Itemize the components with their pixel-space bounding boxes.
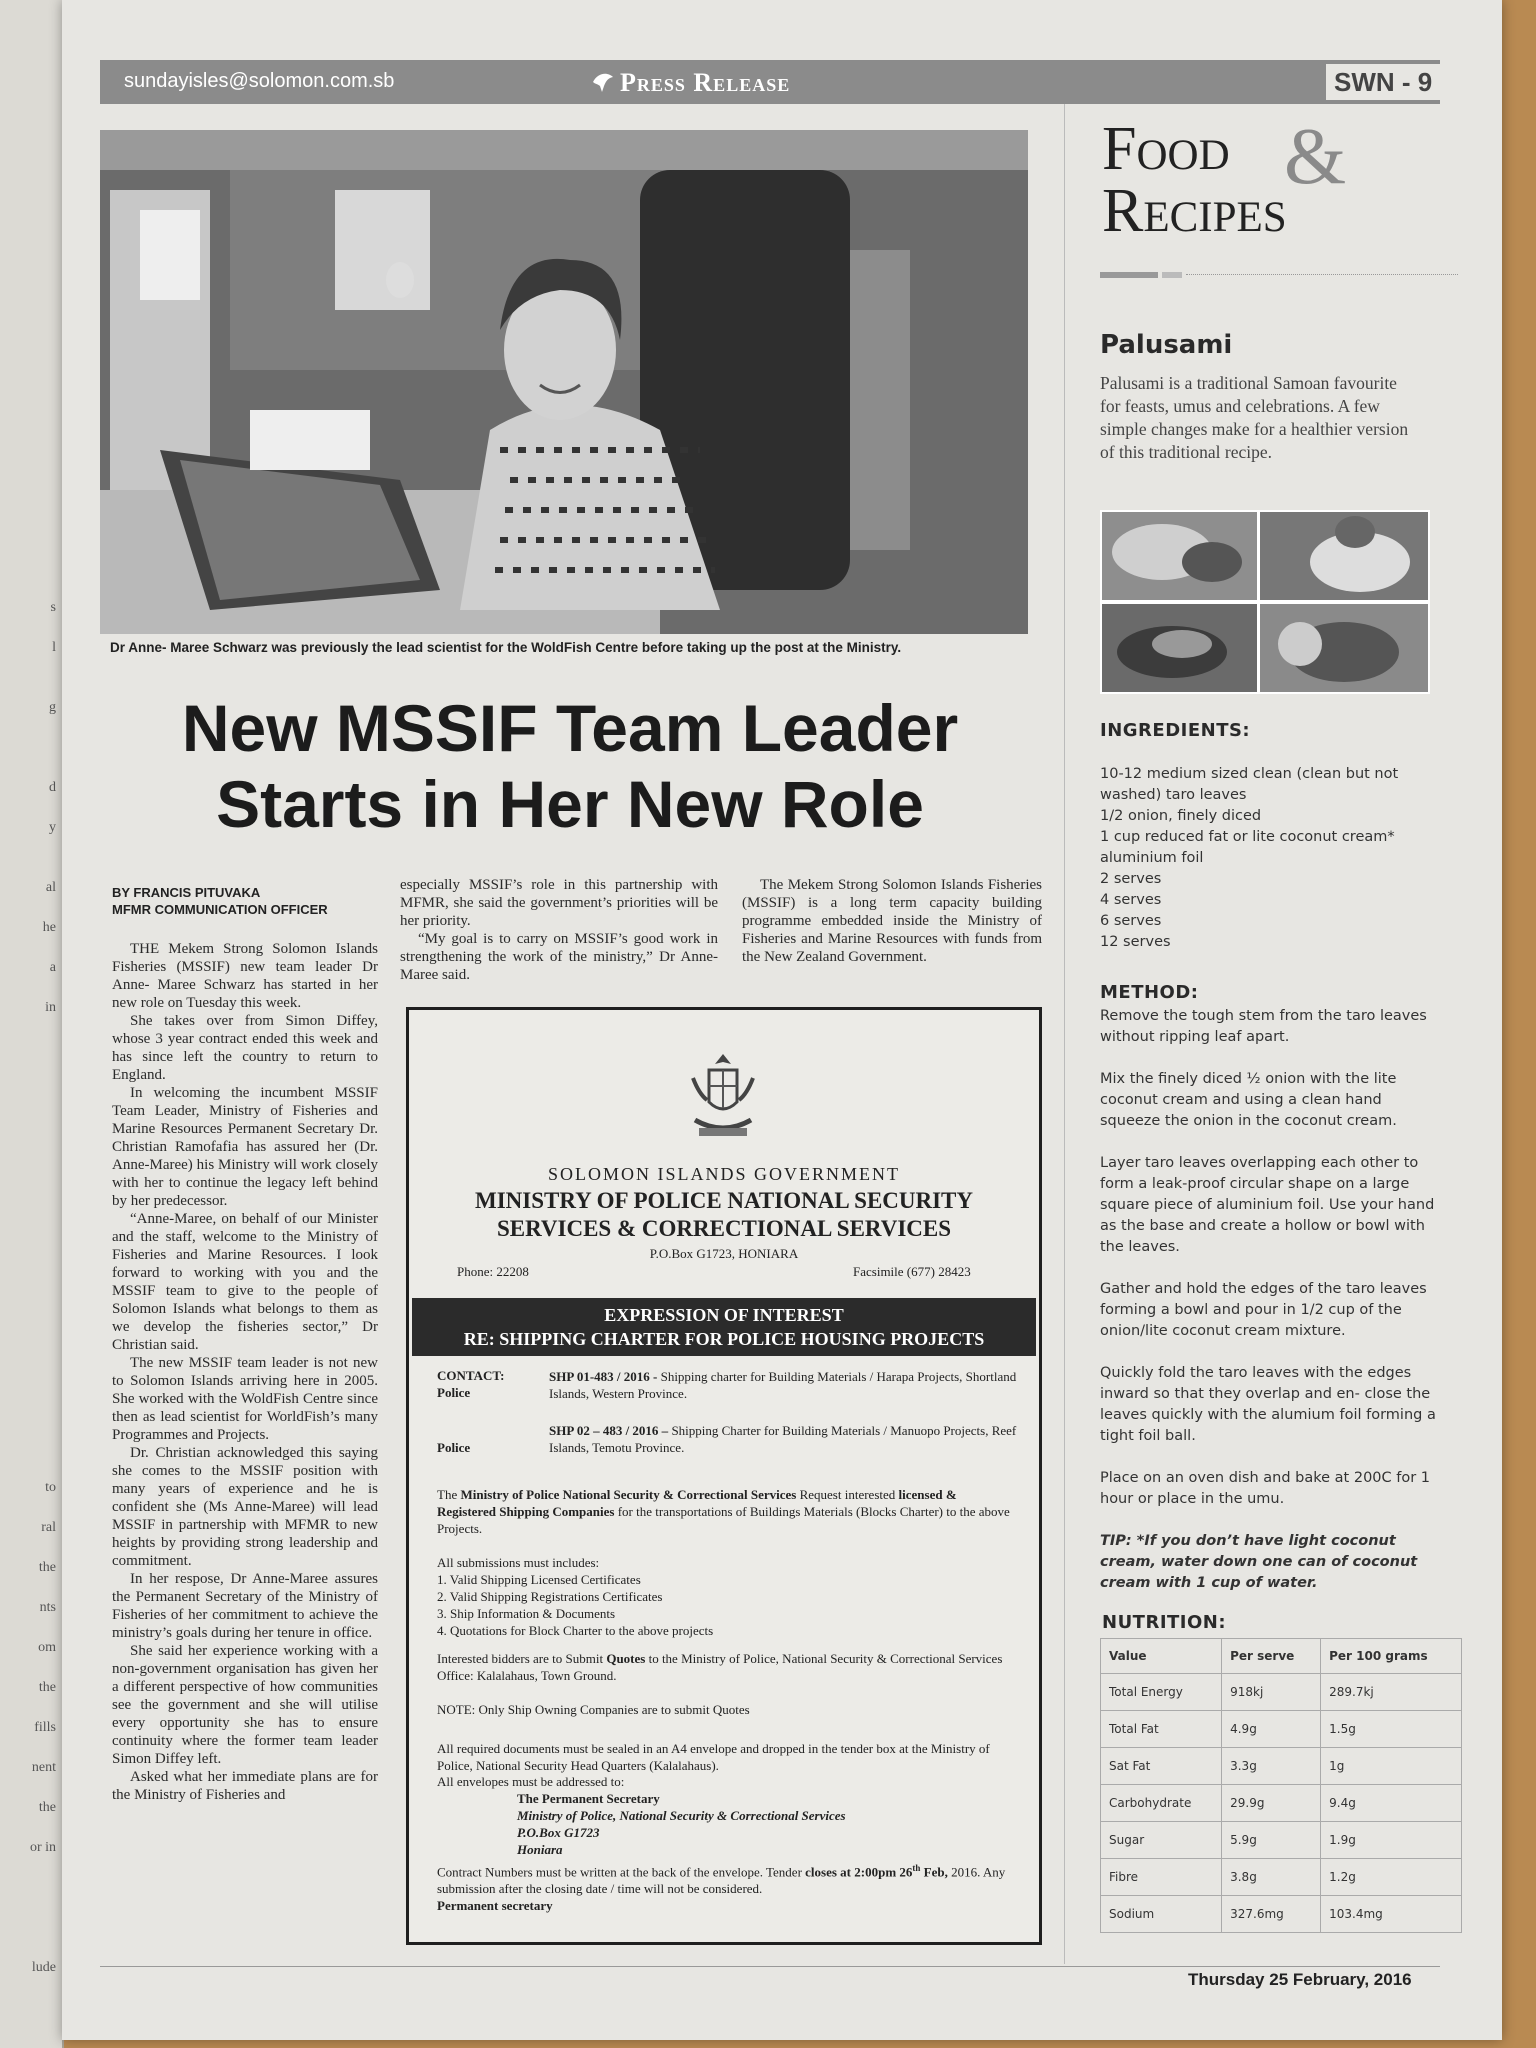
method-heading: METHOD: (1100, 982, 1199, 1003)
ad-submit-quotes: Quotes (606, 1651, 646, 1666)
method-step: Layer taro leaves overlapping each other to form a leak-proof circular shape on a large square piece of aluminium foil. Use your hand as the base and create a hollow or bowl with the leaves. (1100, 1155, 1435, 1255)
nutrition-cell: Sodium (1101, 1896, 1222, 1933)
ad-ministry-line2: SERVICES & CORRECTIONAL SERVICES (496, 1216, 952, 1241)
nutrition-cell: 1.2g (1321, 1859, 1462, 1896)
title-accent-bar (1162, 272, 1182, 278)
photo-caption: Dr Anne- Maree Schwarz was previously the lead scientist for the WoldFish Centre before taking up the post at the Ministry. (110, 640, 902, 655)
ad-eoi-title: EXPRESSION OF INTEREST (604, 1305, 844, 1325)
footer-rule (100, 1966, 1440, 1967)
nutrition-row (1101, 1674, 1462, 1711)
ad-shp1-text: Shipping charter for Building Materials / Harapa Projects, Shortland Islands, Western Province. (549, 1369, 1017, 1401)
section-title-recipes: Recipes (1102, 177, 1287, 245)
ad-shp1-code: SHP 01-483 / 2016 - (549, 1369, 658, 1384)
nutrition-cell: 918kj (1222, 1674, 1321, 1711)
recipe-photo (1260, 512, 1428, 600)
ad-shp2 (549, 1422, 1019, 1456)
nutrition-row (1101, 1785, 1462, 1822)
government-notice-ad (406, 1007, 1042, 1945)
byline-title: MFMR COMMUNICATION OFFICER (112, 902, 328, 917)
page-number-box (1326, 64, 1440, 100)
ad-government: SOLOMON ISLANDS GOVERNMENT (547, 1164, 900, 1184)
nutrition-table (1100, 1638, 1462, 1933)
nutrition-col-header: Per 100 grams (1321, 1639, 1462, 1674)
nutrition-col-header: Per serve (1222, 1639, 1321, 1674)
method-step: Quickly fold the taro leaves with the edges inward so that they overlap and en- close the leaves quickly with the alumium foil forming a tight foil ball. (1100, 1365, 1436, 1444)
title-accent-bar (1100, 272, 1158, 278)
nutrition-header-row (1101, 1639, 1462, 1674)
ad-intro-pre: The (437, 1487, 458, 1502)
nutrition-cell: 5.9g (1222, 1822, 1321, 1859)
ad-submission-item: 4. Quotations for Block Charter to the above projects (437, 1623, 714, 1638)
ad-intro-ministry: Ministry of Police National Security & Correctional Services (460, 1487, 797, 1502)
nutrition-col-header: Value (1101, 1639, 1222, 1674)
ad-submission-item: 2. Valid Shipping Registrations Certificates (437, 1589, 663, 1604)
ad-submissions (437, 1554, 713, 1639)
ingredients-heading: INGREDIENTS: (1100, 720, 1251, 741)
newspaper-page (62, 0, 1502, 2040)
recipe-photo (1102, 604, 1257, 692)
article-photo (100, 130, 1028, 634)
ingredient-item: 1 cup reduced fat or lite coconut cream* (1100, 829, 1395, 845)
nutrition-cell: 289.7kj (1321, 1674, 1462, 1711)
method-step: Mix the finely diced ½ onion with the lite coconut cream and using a clean hand squeeze the onion in the coconut cream. (1100, 1071, 1397, 1129)
ad-submit-pre: Interested bidders are to Submit (437, 1651, 604, 1666)
method-step: Place on an oven dish and bake at 200C for 1 hour or place in the umu. (1100, 1470, 1431, 1507)
article-paragraph: The new MSSIF team leader is not new to Solomon Islands arriving here in 2005. She worked with the WoldFish Centre since then as lead scientist for WorldFish’s many Programmes and Projects. (112, 1355, 378, 1443)
ad-address-line: The Permanent Secretary (517, 1791, 660, 1806)
nutrition-cell: 1.5g (1321, 1711, 1462, 1748)
article-paragraph: “Anne-Maree, on behalf of our Minister and the staff, welcome to the Ministry of Fisheries and Marine Resources. I look forward to working with you and the MSSIF team to give to the people of Solomon Islands what belongs to them as we develop the fisheries sector,” Dr Christian said. (112, 1211, 378, 1353)
title-dotted-rule (1186, 274, 1458, 275)
byline-name: BY FRANCIS PITUVAKA (112, 885, 261, 900)
nutrition-cell: Fibre (1101, 1859, 1222, 1896)
nutrition-cell: 4.9g (1222, 1711, 1321, 1748)
ingredients-list (1100, 764, 1440, 953)
section-title-food: Food (1102, 115, 1230, 183)
ad-shp2-text: Shipping Charter for Building Materials / Manuopo Projects, Reef Islands, Temotu Province. (549, 1423, 1017, 1455)
nutrition-row (1101, 1748, 1462, 1785)
nutrition-cell: 1g (1321, 1748, 1462, 1785)
ad-contract-closes: closes at 2:00pm 26 (805, 1864, 913, 1880)
nutrition-cell: 9.4g (1321, 1785, 1462, 1822)
nutrition-cell: 103.4mg (1321, 1896, 1462, 1933)
recipe-name: Palusami (1100, 330, 1233, 360)
nutrition-row (1101, 1822, 1462, 1859)
footer-date: Thursday 25 February, 2016 (1188, 1970, 1412, 1989)
ad-submission-item: 3. Ship Information & Documents (437, 1606, 616, 1621)
nutrition-cell: 3.8g (1222, 1859, 1321, 1896)
nutrition-cell: 327.6mg (1222, 1896, 1321, 1933)
ad-submit-post: to the Ministry of Police, National Security & Correctional Services Office: Kalalahaus, Town Ground. (437, 1651, 1003, 1683)
ad-fax: Facsimile (677) 28423 (853, 1264, 971, 1279)
nutrition-cell: Total Fat (1101, 1711, 1222, 1748)
ad-intro (437, 1486, 1011, 1537)
recipe-photo-grid (1100, 510, 1430, 694)
ad-sealed: All required documents must be sealed in an A4 envelope and dropped in the tender box at the Ministry of Police, National Security Head Quarters (Kalalahaus). (437, 1741, 990, 1773)
section-title-food-recipes (1102, 115, 1287, 245)
recipe-tip: TIP: *If you don’t have light coconut cream, water down one can of coconut cream with 1 cup of water. (1100, 1533, 1418, 1591)
ad-shp2-code: SHP 02 – 483 / 2016 – (549, 1423, 669, 1438)
ad-shp1 (549, 1368, 1019, 1402)
previous-page-edge: s l g d y al he a in to ral the nts om the fills nent the or in lude (0, 0, 64, 2048)
article-paragraph: The Mekem Strong Solomon Islands Fisheries (MSSIF) is a long term capacity building programme embedded inside the Ministry of Fisheries and Marine Resources with funds from the New Zealand Government. (742, 877, 1042, 965)
nutrition-cell: Sat Fat (1101, 1748, 1222, 1785)
ad-phone: Phone: 22208 (457, 1264, 529, 1279)
nutrition-heading: NUTRITION: (1102, 1612, 1227, 1633)
ad-intro-companies: licensed & Registered Shipping Companies (437, 1487, 957, 1519)
ad-note: NOTE: Only Ship Owning Companies are to submit Quotes (437, 1702, 750, 1717)
ingredient-item: 10-12 medium sized clean (clean but not (1100, 766, 1399, 782)
ad-contract-post: 2016. Any submission after the closing date / time will not be considered. (437, 1864, 1006, 1897)
method-step: Gather and hold the edges of the taro leaves forming a bowl and pour in 1/2 cup of the onion/lite coconut cream mixture. (1100, 1281, 1427, 1339)
nutrition-row (1101, 1859, 1462, 1896)
ad-pobox: P.O.Box G1723, HONIARA (649, 1246, 799, 1261)
ingredient-item: 1/2 onion, finely diced (1100, 808, 1262, 824)
ad-ministry-line1: MINISTRY OF POLICE NATIONAL SECURITY (474, 1188, 974, 1213)
recipe-photo (1102, 512, 1257, 600)
ingredient-item: 6 serves (1100, 913, 1162, 929)
section-label: Press Release (620, 68, 791, 97)
article-paragraph: Dr. Christian acknowledged this saying she comes to the MSSIF position with many years of experience and he is confident she (Ms Anne-Maree) will lead MSSIF in partnership with MFMR to new heights by providing strong leadership and commitment. (112, 1445, 378, 1569)
ad-address-line: Honiara (517, 1842, 563, 1857)
nutrition-row (1101, 1896, 1462, 1933)
bird-emblem-icon (590, 68, 616, 94)
recipe-intro: Palusami is a traditional Samoan favourite for feasts, umus and celebrations. A few simple changes make for a healthier version of this traditional recipe. (1100, 373, 1409, 462)
nutrition-cell: 29.9g (1222, 1785, 1321, 1822)
nutrition-cell: 3.3g (1222, 1748, 1321, 1785)
ad-police-label-2: Police (437, 1440, 471, 1455)
article-column-3 (742, 876, 1042, 966)
ingredient-item: aluminium foil (1100, 850, 1204, 866)
ingredient-item: 4 serves (1100, 892, 1162, 908)
ad-submit-instructions (437, 1650, 1011, 1684)
ad-addressed: All envelopes must be addressed to: (437, 1774, 625, 1789)
article-paragraph: especially MSSIF’s role in this partnership with MFMR, she said the government’s priorities will be her priority. (400, 877, 718, 929)
page-number: SWN - 9 (1334, 67, 1433, 97)
ad-contract-pre: Contract Numbers must be written at the back of the envelope. Tender (437, 1864, 802, 1880)
article-paragraph: She takes over from Simon Diffey, whose 3 year contract ended this week and has since left the country to return to England. (112, 1013, 378, 1083)
ad-contract-month: Feb, (923, 1864, 948, 1880)
nutrition-cell: 1.9g (1321, 1822, 1462, 1859)
article-headline: New MSSIF Team Leader Starts in Her New Role (181, 691, 959, 841)
article-column-2 (400, 876, 718, 984)
ingredient-item: 2 serves (1100, 871, 1162, 887)
article-paragraph: In her respose, Dr Anne-Maree assures the Permanent Secretary of the Ministry of Fisheries of her commitment to achieve the ministry’s goals during her tenure in office. (112, 1571, 378, 1641)
column-divider (1064, 104, 1065, 1964)
recipe-photo (1260, 604, 1428, 692)
nutrition-cell: Carbohydrate (1101, 1785, 1222, 1822)
article-column-1 (112, 940, 378, 1804)
ad-submissions-title: All submissions must includes: (437, 1555, 600, 1570)
byline (112, 884, 328, 918)
ad-intro-post: for the transportations of Buildings Materials (Blocks Charter) to the above Projects. (437, 1504, 1010, 1536)
header-email: sundayisles@solomon.com.sb (124, 70, 395, 92)
ad-submission-item: 1. Valid Shipping Licensed Certificates (437, 1572, 641, 1587)
ad-title-bar (412, 1298, 1036, 1356)
ad-police-label: Police (437, 1385, 471, 1400)
coat-of-arms-icon (685, 1050, 761, 1144)
ad-signoff: Permanent secretary (437, 1898, 553, 1913)
section-title-ampersand: & (1284, 113, 1347, 201)
ad-contract-notice (437, 1860, 1011, 1897)
ad-eoi-subject: RE: SHIPPING CHARTER FOR POLICE HOUSING PROJECTS (463, 1329, 985, 1349)
article-paragraph: She said her experience working with a non-government organisation has given her a different perspective of how communities see the government and she will utilise every opportunity she has to ensure continuity where the former team leader Simon Diffey left. (112, 1643, 378, 1767)
article-paragraph: THE Mekem Strong Solomon Islands Fisheries (MSSIF) new team leader Dr Anne- Maree Schwarz has started in her new role on Tuesday this week. (112, 941, 378, 1011)
nutrition-cell: Total Energy (1101, 1674, 1222, 1711)
page-header-band (100, 60, 1440, 104)
method-step: Remove the tough stem from the taro leaves without ripping leaf apart. (1100, 1008, 1427, 1045)
ad-contract-sup: th (912, 1863, 921, 1873)
ad-address-line: P.O.Box G1723 (517, 1825, 600, 1840)
article-paragraph: “My goal is to carry on MSSIF’s good work in strengthening the work of the ministry,” Dr Anne-Maree said. (400, 931, 718, 983)
method-steps (1100, 1006, 1440, 1594)
ingredient-item: 12 serves (1100, 934, 1171, 950)
nutrition-row (1101, 1711, 1462, 1748)
ad-address-block (517, 1790, 846, 1858)
article-paragraph: In welcoming the incumbent MSSIF Team Leader, Ministry of Fisheries and Marine Resources Permanent Secretary Dr. Christian Ramofafia has assured her (Dr. Anne-Maree) his Ministry will work closely with her to continue the legacy left behind by her predecessor. (112, 1085, 378, 1209)
ad-address-line: Ministry of Police, National Security & Correctional Services (517, 1808, 846, 1823)
nutrition-cell: Sugar (1101, 1822, 1222, 1859)
article-paragraph: Asked what her immediate plans are for the Ministry of Fisheries and (112, 1769, 378, 1803)
ingredient-item: washed) taro leaves (1100, 787, 1247, 803)
ad-intro-mid: Request interested (799, 1487, 896, 1502)
ad-contact-label: CONTACT: (437, 1368, 505, 1383)
